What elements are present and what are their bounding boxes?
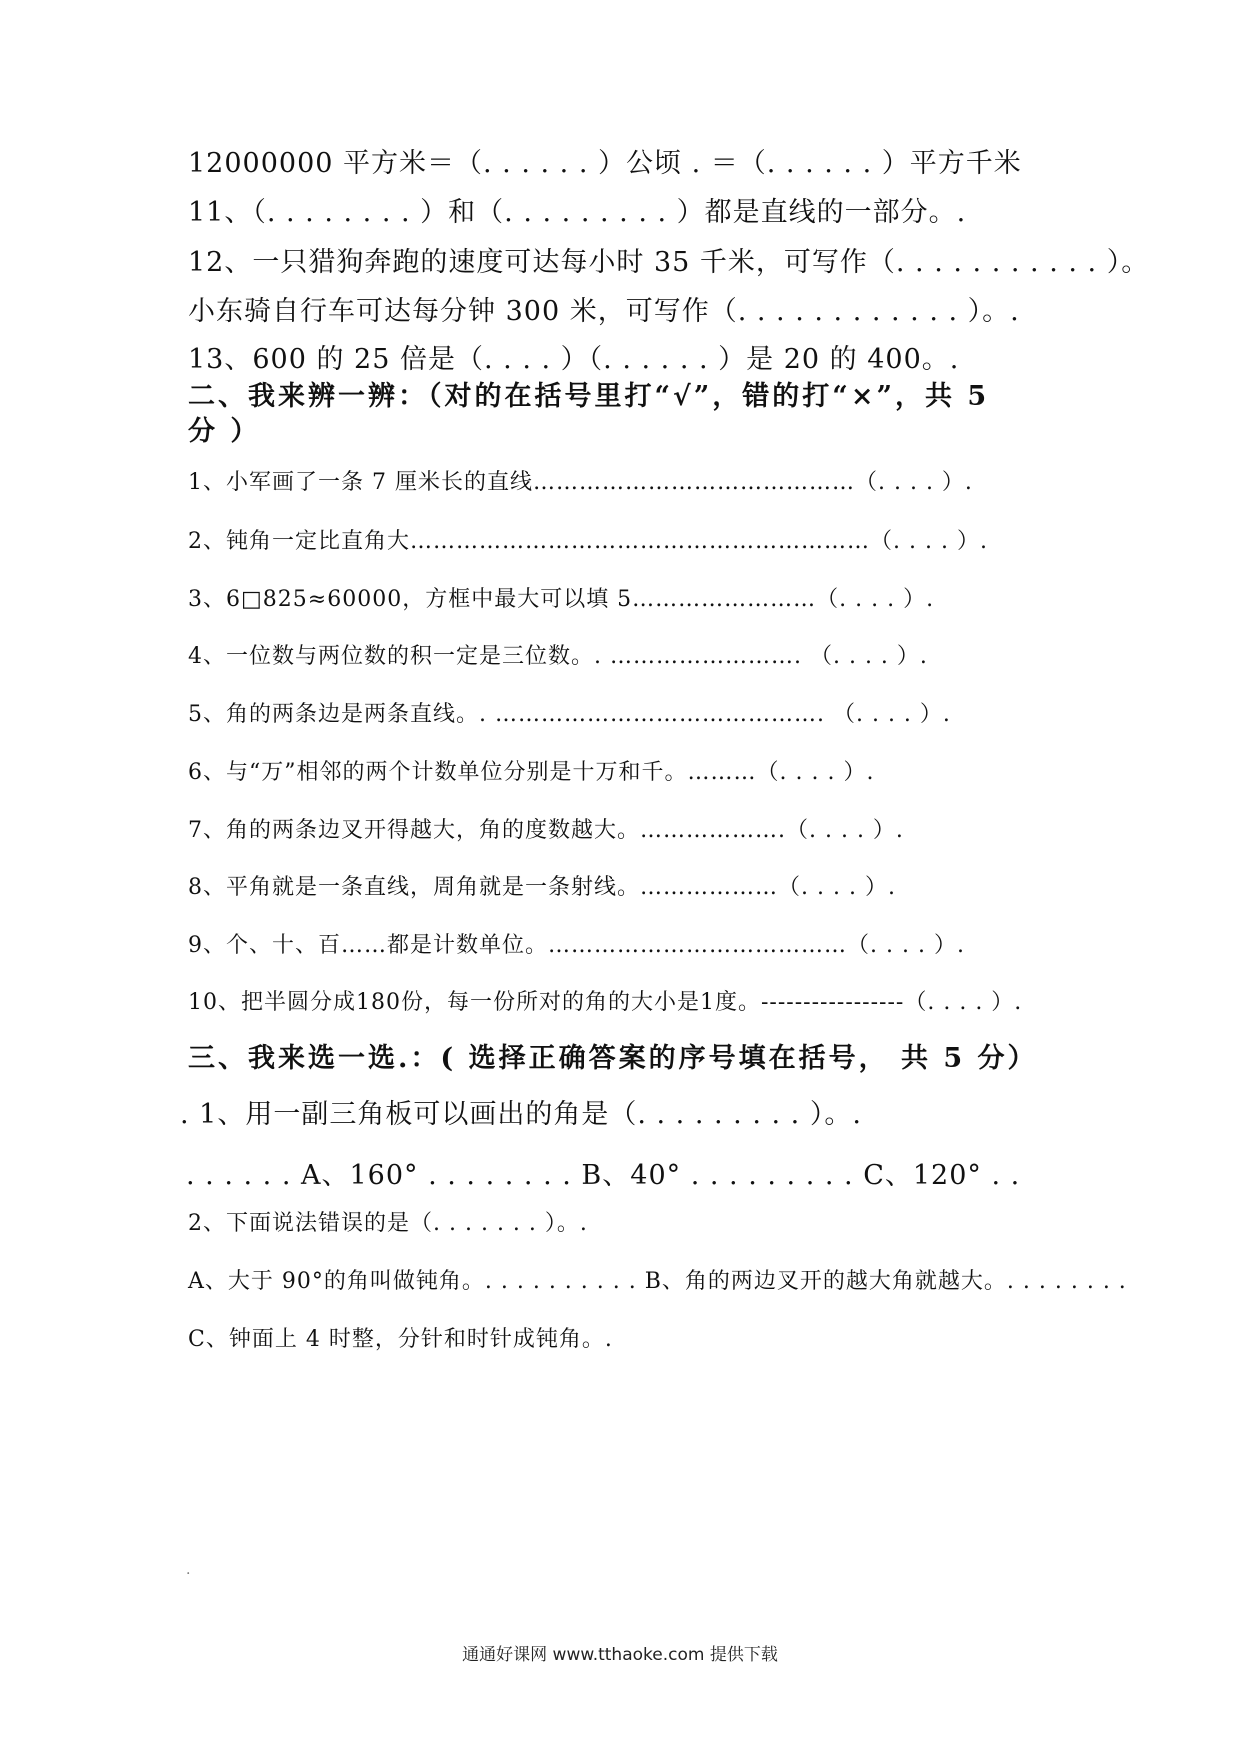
stray-mark: . xyxy=(186,1562,191,1578)
judge-item-3: 3、6□825≈60000，方框中最大可以填 5……………………（. . . . ）. xyxy=(188,587,935,612)
judge-item-8: 8、平角就是一条直线，周角就是一条射线。………………（. . . . ）. xyxy=(188,875,896,900)
judge-item-7: 7、角的两条边叉开得越大，角的度数越大。……………….（. . . . ）. xyxy=(188,818,904,843)
fill-q10-area-conversion: 12000000 平方米＝（. . . . . . ）公顷 . ＝（. . . . . . ）平方千米 xyxy=(188,148,1022,179)
judge-item-5: 5、角的两条边是两条直线。. ……………………………………. （. . . . ）. xyxy=(188,702,951,727)
section2-heading: 二、我来辨一辨：（对的在括号里打“√”，错的打“×”，共 5 xyxy=(188,381,990,412)
choice-q2-options-ab: A、大于 90°的角叫做钝角。. . . . . . . . . . B、角的两边叉开的越大角就越大。. . . . . . . . xyxy=(188,1269,1127,1294)
footer-source: 通通好课网 www.tthaoke.com 提供下载 xyxy=(462,1645,778,1665)
judge-item-4: 4、一位数与两位数的积一定是三位数。. ……………………. （. . . . ）. xyxy=(188,644,928,669)
fill-q12-speed: 12、一只猎狗奔跑的速度可达每小时 35 千米，可写作（. . . . . . . . . . . ）。 xyxy=(188,247,1150,278)
judge-item-9: 9、个、十、百……都是计数单位。…………………………………（. . . . ）. xyxy=(188,933,965,958)
choice-q2: 2、下面说法错误的是（. . . . . . . ）。. xyxy=(188,1211,588,1236)
fill-q13-multiples: 13、600 的 25 倍是（. . . . ）（. . . . . . ）是 20 的 400。. xyxy=(188,344,960,375)
fill-q11-line-parts: 11、（. . . . . . . . ）和（. . . . . . . . . ）都是直线的一部分。. xyxy=(188,197,967,228)
fill-q12-bike-speed: 小东骑自行车可达每分钟 300 米，可写作（. . . . . . . . . . . . ）。. xyxy=(188,296,1020,327)
judge-item-6: 6、与“万”相邻的两个计数单位分别是十万和千。………（. . . . ）. xyxy=(188,760,875,785)
judge-item-2: 2、钝角一定比直角大……………………………………………………（. . . . ）. xyxy=(188,529,988,554)
judge-item-10: 10、把半圆分成180份，每一份所对的角的大小是1度。-----------------（. . . . ）. xyxy=(188,990,1023,1015)
judge-item-1: 1、小军画了一条 7 厘米长的直线……………………………………（. . . . ）. xyxy=(188,470,973,495)
choice-q1-options: . . . . . . A、160° . . . . . . . . B、40° . . . . . . . . . C、120° . . xyxy=(186,1160,1021,1191)
section2-heading-cont: 分 ） xyxy=(188,416,261,447)
choice-q2-option-c: C、钟面上 4 时整，分针和时针成钝角。. xyxy=(188,1327,613,1352)
choice-q1: . 1、用一副三角板可以画出的角是（. . . . . . . . . ）。. xyxy=(180,1099,862,1130)
section3-heading: 三、我来选一选.：( 选择正确答案的序号填在括号， 共 5 分） xyxy=(188,1043,1038,1074)
